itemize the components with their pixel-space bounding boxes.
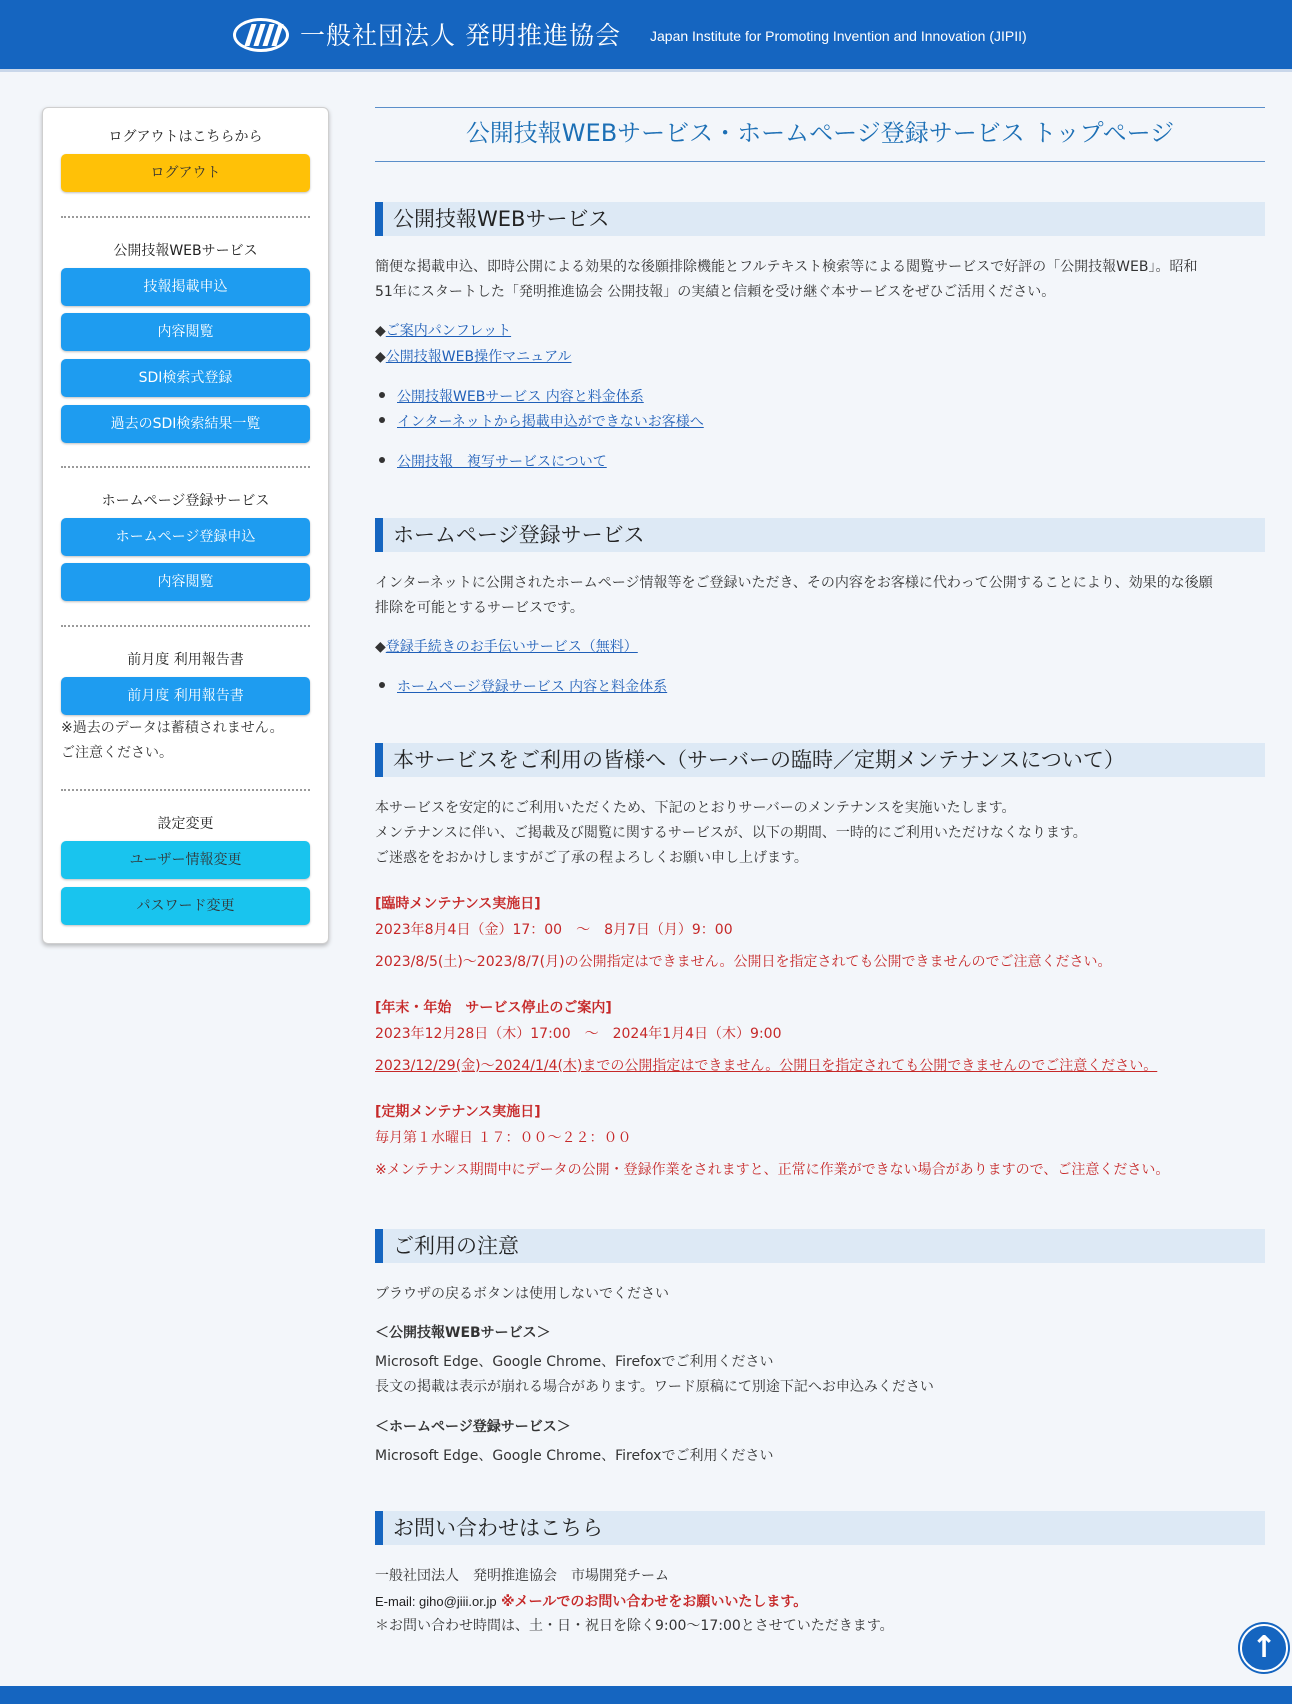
list-item (379, 411, 704, 431)
m2-date: 2023年12月28日（木）17:00 ～ 2024年1月4日（木）9:00 (375, 1026, 782, 1042)
list-item (379, 676, 667, 696)
hp-section-title: ホームページ登録サービス (101, 493, 270, 509)
kokai-desc-1: 簡便な掲載申込、即時公開による効果的な後願排除機能とフルテキスト検索等による閲覧サービスで好評の「公開技報WEB」。昭和 (375, 259, 1198, 275)
site-header (0, 0, 1292, 72)
sdi-register-button[interactable]: SDI検索式登録 (61, 359, 310, 397)
bullet-icon (379, 682, 385, 688)
pamphlet-link[interactable]: ご案内パンフレット (385, 323, 512, 339)
org-name-ja: 一般社団法人 発明推進協会 (300, 21, 621, 50)
contact-org: 一般社団法人 発明推進協会 市場開発チーム (375, 1568, 669, 1584)
m1-title: [臨時メンテナンス実施日] (375, 896, 541, 912)
bullet-icon (379, 417, 385, 423)
settings-section-title: 設定変更 (157, 816, 214, 832)
hp-desc-1: インターネットに公開されたホームページ情報等をご登録いただき、その内容をお客様に代わって公開することにより、効果的な後願 (375, 575, 1213, 591)
divider (61, 466, 310, 468)
m3-title: [定期メンテナンス実施日] (375, 1104, 541, 1120)
kokai-desc-2: 51年にスタートした「発明推進協会 公開技報」の実績と信頼を受け継ぐ本サービスをぜひご活用ください。 (375, 284, 1056, 300)
contact-heading: お問い合わせはこちら (375, 1511, 1265, 1545)
help-service-link[interactable]: 登録手続きのお手伝いサービス（無料） (385, 639, 638, 655)
jiii-logo-icon[interactable] (233, 18, 289, 52)
pamphlet-link-line (375, 320, 511, 340)
hp-pricing-link[interactable]: ホームページ登録サービス 内容と料金体系 (397, 679, 668, 695)
m3-date: 毎月第１水曜日 １７：００～２２：００ (375, 1130, 632, 1146)
notice-sub1-line1: Microsoft Edge、Google Chrome、Firefoxでご利用ください (375, 1354, 774, 1370)
diamond-icon: ◆ (375, 323, 386, 339)
contact-email-note: ※メールでのお問い合わせをお願いいたします。 (501, 1594, 808, 1610)
org-name-en: Japan Institute for Promoting Invention and Innovation (JIPII) (650, 28, 1027, 44)
notice-sub1: ＜公開技報WEBサービス＞ (375, 1325, 551, 1341)
manual-link[interactable]: 公開技報WEB操作マニュアル (385, 349, 572, 365)
maintenance-p1: 本サービスを安定的にご利用いただくため、下記のとおりサーバーのメンテナンスを実施いたします。 (375, 800, 1016, 816)
no-internet-link[interactable]: インターネットから掲載申込ができないお客様へ (397, 414, 704, 430)
logout-caption: ログアウトはこちらから (108, 129, 263, 145)
kokai-section-title: 公開技報WEBサービス (113, 243, 258, 259)
divider (61, 789, 310, 791)
maintenance-p2: メンテナンスに伴い、ご掲載及び閲覧に関するサービスが、以下の期間、一時的にご利用いただけなくなります。 (375, 825, 1087, 841)
giho-browse-button[interactable]: 内容閲覧 (61, 313, 310, 351)
m2-title: [年末・年始 サービス停止のご案内] (375, 1000, 612, 1016)
logout-button[interactable]: ログアウト (61, 154, 310, 192)
report-button[interactable]: 前月度 利用報告書 (61, 677, 310, 715)
hp-apply-button[interactable]: ホームページ登録申込 (61, 518, 310, 556)
hp-heading: ホームページ登録サービス (375, 518, 1265, 552)
m2-note: 2023/12/29(金)～2024/1/4(木)までの公開指定はできません。公開日を指定されても公開できませんのでご注意ください。 (375, 1058, 1158, 1074)
notice-sub1-line2: 長文の掲載は表示が崩れる場合があります。ワード原稿にて別途下記へお申込みください (375, 1379, 934, 1395)
hp-browse-button[interactable]: 内容閲覧 (61, 563, 310, 601)
hp-desc-2: 排除を可能とするサービスです。 (375, 600, 584, 616)
m1-note: 2023/8/5(土)～2023/8/7(月)の公開指定はできません。公開日を指定されても公開できませんのでご注意ください。 (375, 954, 1112, 970)
kokai-pricing-link[interactable]: 公開技報WEBサービス 内容と料金体系 (397, 389, 644, 405)
divider (61, 216, 310, 218)
kokai-heading: 公開技報WEBサービス (375, 202, 1265, 236)
sdi-history-button[interactable]: 過去のSDI検索結果一覧 (61, 405, 310, 443)
maintenance-heading: 本サービスをご利用の皆様へ（サーバーの臨時／定期メンテナンスについて） (375, 743, 1265, 777)
divider (61, 625, 310, 627)
manual-link-line (375, 346, 572, 366)
report-section-title: 前月度 利用報告書 (127, 652, 244, 668)
m3-note: ※メンテナンス期間中にデータの公開・登録作業をされますと、正常に作業ができない場合がありますので、ご注意ください。 (375, 1162, 1170, 1178)
m1-date: 2023年8月4日（金）17：00 ～ 8月7日（月）9：00 (375, 922, 733, 938)
list-item (379, 451, 607, 471)
contact-email-line (375, 1589, 1265, 1615)
contact-email[interactable]: E-mail: giho@jiii.or.jp (375, 1594, 497, 1609)
diamond-icon: ◆ (375, 639, 386, 655)
list-item (379, 386, 644, 406)
giho-apply-button[interactable]: 技報掲載申込 (61, 268, 310, 306)
bullet-icon (379, 392, 385, 398)
maintenance-p3: ご迷惑ををおかけしますがご了承の程よろしくお願い申し上げます。 (375, 850, 808, 866)
notice-sub2: ＜ホームページ登録サービス＞ (375, 1419, 571, 1435)
bullet-icon (379, 457, 385, 463)
notice-p1: ブラウザの戻るボタンは使用しないでください (375, 1286, 669, 1302)
report-note-2: ご注意ください。 (61, 745, 173, 761)
page-title: 公開技報WEBサービス・ホームページ登録サービス トップページ (375, 107, 1265, 162)
help-link-line (375, 636, 638, 656)
user-info-button[interactable]: ユーザー情報変更 (61, 841, 310, 879)
notice-heading: ご利用の注意 (375, 1229, 1265, 1263)
diamond-icon: ◆ (375, 349, 386, 365)
password-change-button[interactable]: パスワード変更 (61, 887, 310, 925)
footer-bar (0, 1686, 1292, 1704)
notice-sub2-line1: Microsoft Edge、Google Chrome、Firefoxでご利用ください (375, 1448, 774, 1464)
copy-service-link[interactable]: 公開技報 複写サービスについて (397, 454, 607, 470)
sidebar (42, 107, 329, 944)
contact-hours: ＊お問い合わせ時間は、土・日・祝日を除く9:00～17:00とさせていただきます。 (375, 1618, 894, 1634)
scroll-top-icon[interactable]: ↑ (1240, 1624, 1288, 1672)
report-note-1: ※過去のデータは蓄積されません。 (61, 720, 284, 736)
